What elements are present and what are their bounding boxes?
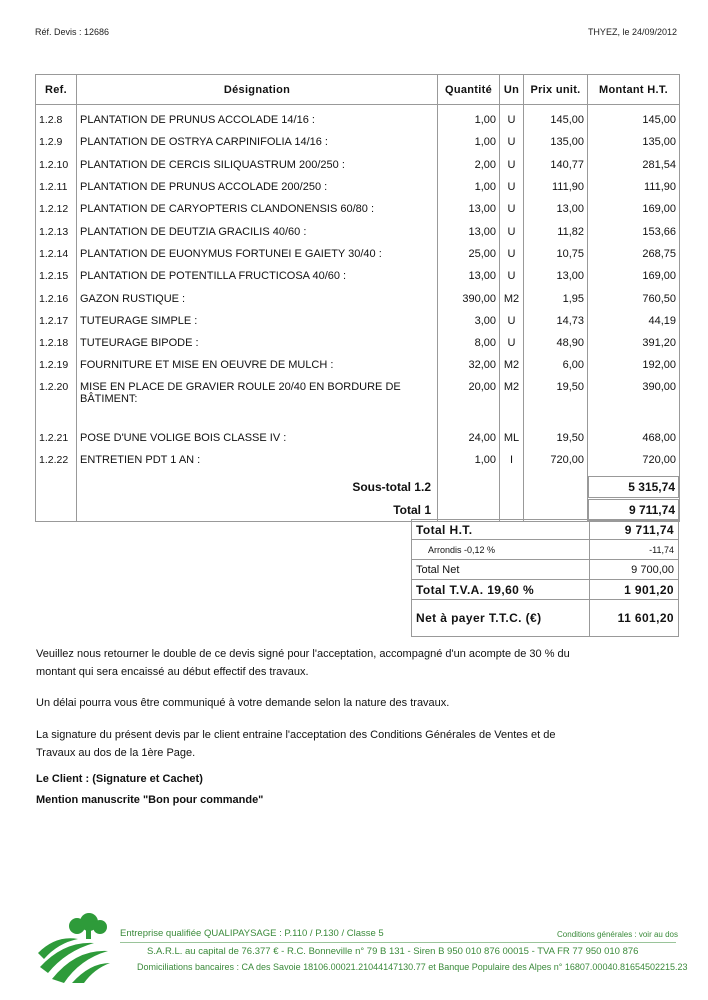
item-quantity: 13,00 (438, 265, 500, 287)
col-ref-header: Ref. (36, 75, 77, 105)
item-amount: 720,00 (588, 449, 680, 471)
item-unit-price: 19,50 (524, 427, 588, 449)
item-amount: 169,00 (588, 265, 680, 287)
company-legal-info: S.A.R.L. au capital de 76.377 € - R.C. Bonneville n° 79 B 131 - Siren B 950 010 876 00015 - TVA FR 77 950 010 876 (147, 946, 639, 957)
item-unit: U (500, 243, 524, 265)
quote-items-table (35, 74, 680, 522)
item-amount: 281,54 (588, 154, 680, 176)
item-unit-price: 135,00 (524, 131, 588, 153)
total-net-label: Total Net (412, 560, 590, 580)
net-ttc-row (412, 600, 679, 637)
quote-reference: Réf. Devis : 12686 (35, 27, 110, 37)
table-row (36, 198, 680, 220)
item-unit-price: 1,95 (524, 287, 588, 309)
col-amount-header: Montant H.T. (588, 75, 680, 105)
item-quantity: 13,00 (438, 198, 500, 220)
item-ref: 1.2.11 (36, 176, 77, 198)
item-quantity: 2,00 (438, 154, 500, 176)
item-designation: PLANTATION DE CARYOPTERIS CLANDONENSIS 60/80 : (77, 198, 438, 220)
total-tva-value: 1 901,20 (590, 580, 679, 600)
item-unit-price: 720,00 (524, 449, 588, 471)
item-unit-price: 14,73 (524, 310, 588, 332)
item-unit: U (500, 220, 524, 242)
item-ref: 1.2.22 (36, 449, 77, 471)
item-unit: U (500, 332, 524, 354)
total-tva-row (412, 580, 679, 600)
table-row (36, 354, 680, 376)
subtotal-row (36, 471, 680, 498)
item-unit-price: 111,90 (524, 176, 588, 198)
item-amount: 135,00 (588, 131, 680, 153)
item-unit-price: 48,90 (524, 332, 588, 354)
item-ref: 1.2.20 (36, 377, 77, 427)
item-ref: 1.2.10 (36, 154, 77, 176)
item-ref: 1.2.15 (36, 265, 77, 287)
item-designation: GAZON RUSTIQUE : (77, 287, 438, 309)
item-quantity: 1,00 (438, 105, 500, 132)
item-unit: U (500, 265, 524, 287)
col-unit-header: Un (500, 75, 524, 105)
bank-info: Domiciliations bancaires : CA des Savoie 18106.00021.21044147130.77 et Banque Populaire des Alpes n° 16807.00040.81654502215.23 (137, 962, 688, 972)
item-quantity: 8,00 (438, 332, 500, 354)
item-quantity: 1,00 (438, 131, 500, 153)
client-signature-label: Le Client : (Signature et Cachet) (36, 773, 203, 785)
item-ref: 1.2.14 (36, 243, 77, 265)
item-ref: 1.2.16 (36, 287, 77, 309)
total-net-row (412, 560, 679, 580)
item-unit-price: 145,00 (524, 105, 588, 132)
item-unit-price: 11,82 (524, 220, 588, 242)
place-date: THYEZ, le 24/09/2012 (587, 27, 677, 37)
item-unit: U (500, 131, 524, 153)
col-unit-price-header: Prix unit. (524, 75, 588, 105)
item-amount: 390,00 (588, 377, 680, 427)
item-quantity: 3,00 (438, 310, 500, 332)
item-designation: PLANTATION DE PRUNUS ACCOLADE 200/250 : (77, 176, 438, 198)
item-unit-price: 19,50 (524, 377, 588, 427)
delay-paragraph: Un délai pourra vous être communiqué à votre demande selon la nature des travaux. (36, 697, 450, 709)
item-amount: 145,00 (588, 105, 680, 132)
table-row (36, 131, 680, 153)
item-unit-price: 13,00 (524, 198, 588, 220)
total-label: Total 1 (77, 498, 438, 522)
item-quantity: 1,00 (438, 176, 500, 198)
arrondis-row (412, 540, 679, 560)
item-designation: PLANTATION DE DEUTZIA GRACILIS 40/60 : (77, 220, 438, 242)
item-quantity: 32,00 (438, 354, 500, 376)
item-ref: 1.2.8 (36, 105, 77, 132)
net-ttc-label: Net à payer T.T.C. (€) (412, 600, 590, 637)
item-designation: PLANTATION DE CERCIS SILIQUASTRUM 200/250 : (77, 154, 438, 176)
item-unit: ML (500, 427, 524, 449)
item-amount: 268,75 (588, 243, 680, 265)
item-ref: 1.2.19 (36, 354, 77, 376)
table-row (36, 332, 680, 354)
col-quantity-header: Quantité (438, 75, 500, 105)
table-row (36, 287, 680, 309)
total-tva-label: Total T.V.A. 19,60 % (412, 580, 590, 600)
arrondis-label: Arrondis -0,12 % (412, 540, 590, 560)
net-ttc-value: 11 601,20 (590, 600, 679, 637)
item-designation: PLANTATION DE OSTRYA CARPINIFOLIA 14/16 : (77, 131, 438, 153)
table-row (36, 243, 680, 265)
item-amount: 192,00 (588, 354, 680, 376)
table-row (36, 449, 680, 471)
item-unit: M2 (500, 287, 524, 309)
item-designation: ENTRETIEN PDT 1 AN : (77, 449, 438, 471)
total-net-value: 9 700,00 (590, 560, 679, 580)
conditions-paragraph: La signature du présent devis par le client entraine l'acceptation des Conditions Générales de Ventes et de Travaux au dos de la 1ère Page. (36, 729, 556, 759)
item-designation: PLANTATION DE PRUNUS ACCOLADE 14/16 : (77, 105, 438, 132)
table-row (36, 105, 680, 132)
item-quantity: 13,00 (438, 220, 500, 242)
item-unit: U (500, 105, 524, 132)
col-designation-header: Désignation (77, 75, 438, 105)
handwritten-mention-label: Mention manuscrite "Bon pour commande" (36, 794, 264, 806)
table-row (36, 220, 680, 242)
item-quantity: 390,00 (438, 287, 500, 309)
item-amount: 169,00 (588, 198, 680, 220)
item-amount: 468,00 (588, 427, 680, 449)
item-amount: 391,20 (588, 332, 680, 354)
total-value: 9 711,74 (588, 499, 679, 521)
item-designation: FOURNITURE ET MISE EN OEUVRE DE MULCH : (77, 354, 438, 376)
item-unit: I (500, 449, 524, 471)
table-row (36, 310, 680, 332)
qualification-text: Entreprise qualifiée QUALIPAYSAGE : P.110 / P.130 / Classe 5 (120, 928, 384, 939)
table-row (36, 176, 680, 198)
subtotal-value: 5 315,74 (588, 476, 679, 498)
item-ref: 1.2.9 (36, 131, 77, 153)
item-designation: PLANTATION DE EUONYMUS FORTUNEI E GAIETY 30/40 : (77, 243, 438, 265)
totals-table (411, 519, 679, 637)
item-amount: 760,50 (588, 287, 680, 309)
deposit-paragraph: Veuillez nous retourner le double de ce devis signé pour l'acceptation, accompagné d'un acompte de 30 % du montant qui sera encaissé au début effectif des travaux. (36, 648, 570, 678)
total-ht-label: Total H.T. (412, 520, 590, 540)
item-quantity: 1,00 (438, 449, 500, 471)
item-ref: 1.2.13 (36, 220, 77, 242)
table-row (36, 265, 680, 287)
item-unit-price: 6,00 (524, 354, 588, 376)
item-designation: TUTEURAGE SIMPLE : (77, 310, 438, 332)
item-designation: TUTEURAGE BIPODE : (77, 332, 438, 354)
item-quantity: 20,00 (438, 377, 500, 427)
item-unit: U (500, 154, 524, 176)
item-designation: MISE EN PLACE DE GRAVIER ROULE 20/40 EN BORDURE DE BÂTIMENT: (77, 377, 438, 427)
item-unit-price: 10,75 (524, 243, 588, 265)
item-unit: U (500, 198, 524, 220)
item-designation: PLANTATION DE POTENTILLA FRUCTICOSA 40/60 : (77, 265, 438, 287)
item-amount: 153,66 (588, 220, 680, 242)
item-ref: 1.2.17 (36, 310, 77, 332)
item-quantity: 24,00 (438, 427, 500, 449)
item-ref: 1.2.18 (36, 332, 77, 354)
item-amount: 111,90 (588, 176, 680, 198)
table-row (36, 427, 680, 449)
arrondis-value: -11,74 (590, 540, 679, 560)
item-unit: M2 (500, 354, 524, 376)
item-unit: U (500, 310, 524, 332)
item-unit-price: 140,77 (524, 154, 588, 176)
subtotal-label: Sous-total 1.2 (77, 471, 438, 498)
item-ref: 1.2.21 (36, 427, 77, 449)
item-unit-price: 13,00 (524, 265, 588, 287)
total-ht-row (412, 520, 679, 540)
table-row (36, 154, 680, 176)
item-unit: U (500, 176, 524, 198)
table-row (36, 377, 680, 427)
total-ht-value: 9 711,74 (590, 520, 679, 540)
company-logo-icon (34, 913, 112, 985)
conditions-note: Conditions générales : voir au dos (557, 930, 678, 939)
footer-divider (120, 942, 676, 943)
item-quantity: 25,00 (438, 243, 500, 265)
item-unit: M2 (500, 377, 524, 427)
item-ref: 1.2.12 (36, 198, 77, 220)
item-designation: POSE D'UNE VOLIGE BOIS CLASSE IV : (77, 427, 438, 449)
table-header-row (36, 75, 680, 105)
item-amount: 44,19 (588, 310, 680, 332)
